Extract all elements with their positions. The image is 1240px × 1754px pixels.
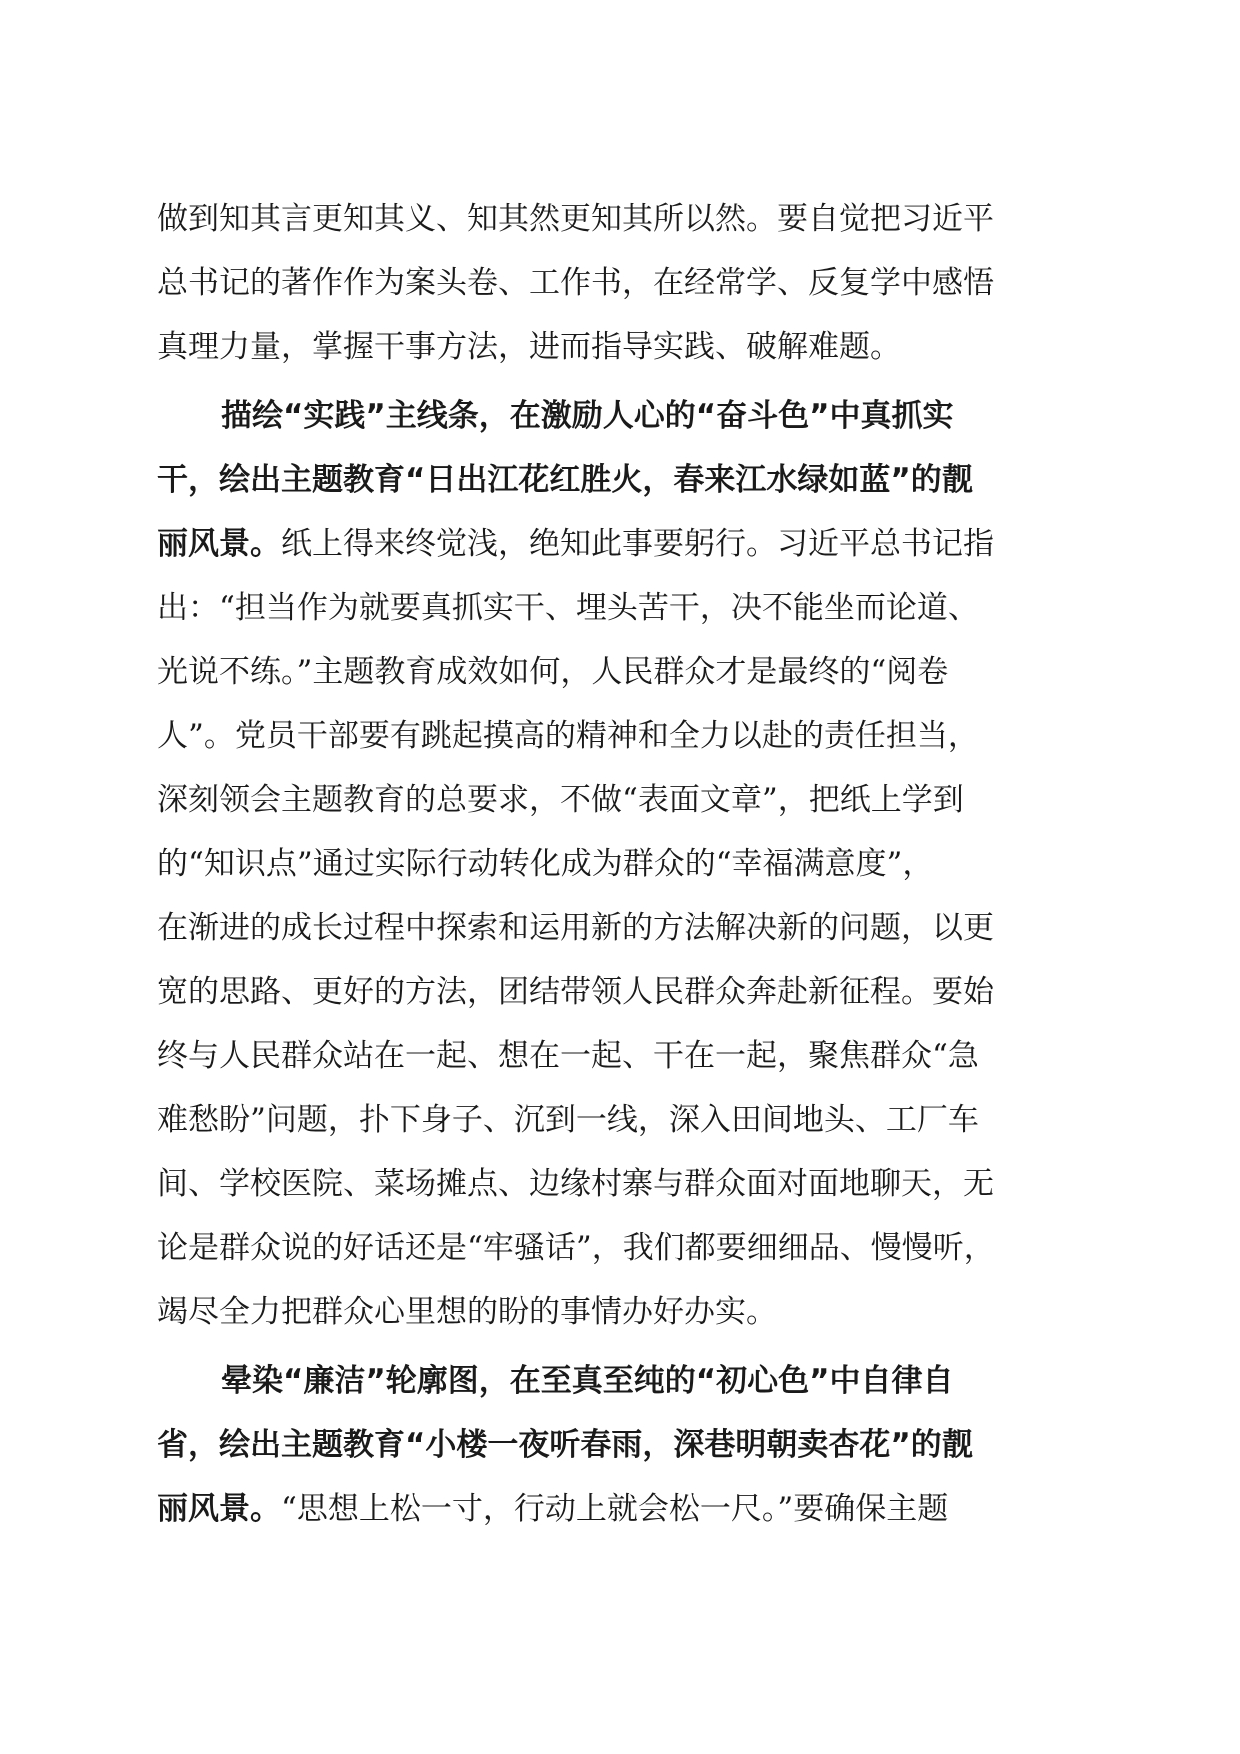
section-heading-end: 丽风景。 [157, 526, 281, 562]
paragraph-text: “思想上松一寸，行动上就会松一尺。”要确保主题 [281, 1491, 949, 1527]
paragraph-3 [157, 1349, 1082, 1541]
paragraph-text: 纸上得来终觉浅，绝知此事要躬行。习近平总书记指 [281, 526, 994, 562]
paragraph-line: 终与人民群众站在一起、想在一起、干在一起，聚焦群众“急 [157, 1038, 979, 1074]
paragraph-line [157, 1477, 1082, 1541]
paragraph-line: 深刻领会主题教育的总要求，不做“表面文章”，把纸上学到 [157, 782, 964, 818]
paragraph-line: 光说不练。”主题教育成效如何，人民群众才是最终的“阅卷 [157, 654, 949, 690]
section-heading-end: 丽风景。 [157, 1491, 281, 1527]
section-heading-line: 干，绘出主题教育“日出江花红胜火，春来江水绿如蓝”的靓 [157, 462, 973, 498]
paragraph-line: 间、学校医院、菜场摊点、边缘村寨与群众面对面地聊天，无 [157, 1166, 994, 1202]
document-body [157, 187, 1082, 1541]
section-heading-line: 描绘“实践”主线条，在激励人心的“奋斗色”中真抓实 [221, 398, 954, 434]
paragraph-line: 出：“担当作为就要真抓实干、埋头苦干，决不能坐而论道、 [157, 590, 979, 626]
paragraph-line: 难愁盼”问题，扑下身子、沉到一线，深入田间地头、工厂车 [157, 1102, 979, 1138]
paragraph-line: 真理力量，掌握干事方法，进而指导实践、破解难题。 [157, 329, 901, 365]
section-heading-line: 晕染“廉洁”轮廓图，在至真至纯的“初心色”中自律自 [221, 1363, 954, 1399]
paragraph-line: 在渐进的成长过程中探索和运用新的方法解决新的问题，以更 [157, 910, 994, 946]
paragraph-line: 的“知识点”通过实际行动转化成为群众的“幸福满意度”， [157, 846, 934, 882]
paragraph-line: 总书记的著作作为案头卷、工作书，在经常学、反复学中感悟 [157, 265, 994, 301]
section-heading-line: 省，绘出主题教育“小楼一夜听春雨，深巷明朝卖杏花”的靓 [157, 1427, 973, 1463]
paragraph-line: 宽的思路、更好的方法，团结带领人民群众奔赴新征程。要始 [157, 974, 994, 1010]
paragraph-1 [157, 187, 1082, 379]
paragraph-line: 竭尽全力把群众心里想的盼的事情办好办实。 [157, 1294, 777, 1330]
paragraph-line [157, 512, 1082, 576]
paragraph-2 [157, 384, 1082, 1344]
paragraph-line: 做到知其言更知其义、知其然更知其所以然。要自觉把习近平 [157, 201, 994, 237]
paragraph-line: 人”。党员干部要有跳起摸高的精神和全力以赴的责任担当， [157, 718, 979, 754]
paragraph-line: 论是群众说的好话还是“牢骚话”，我们都要细细品、慢慢听， [157, 1230, 995, 1266]
